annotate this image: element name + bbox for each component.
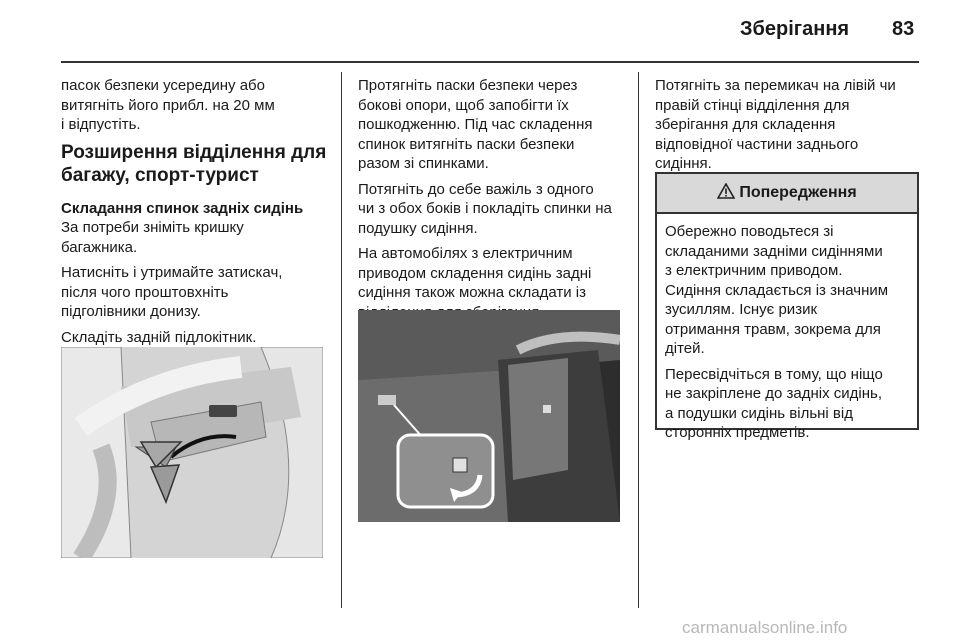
warning-triangle-icon <box>717 183 735 204</box>
text-line: пошкодженню. Під час складення <box>358 116 593 133</box>
text-line: багажника. <box>61 238 138 256</box>
text-line: Складіть задній підлокітник. <box>61 328 257 346</box>
text-line: сидіння також можна складати із <box>358 284 587 301</box>
text-line: Сидіння складається із значним <box>665 281 889 299</box>
column-divider-1 <box>341 72 342 608</box>
paragraph <box>358 76 626 174</box>
text-line: не закріплене до задніх сидінь, <box>665 385 883 402</box>
section-title <box>61 141 333 187</box>
column-divider-2 <box>638 72 639 608</box>
header-divider <box>61 61 919 63</box>
paragraph <box>61 328 333 348</box>
text-line: а подушки сидінь вільні від <box>665 404 853 422</box>
text-line: Пересвідчіться в тому, що ніщо <box>665 365 883 383</box>
text-line: отримання травм, зокрема для <box>665 320 881 338</box>
text-line: приводом складення сидінь задні <box>358 264 592 282</box>
text-line: зусиллям. Існує ризик <box>665 301 818 318</box>
text-line: з електричним приводом. <box>665 262 843 279</box>
text-line: після чого проштовхніть <box>61 283 229 301</box>
text-line: багажу, спорт-турист <box>61 164 259 186</box>
text-line: Розширення відділення для <box>61 141 327 163</box>
warning-title: Попередження <box>739 184 857 201</box>
warning-body <box>657 214 917 443</box>
paragraph <box>665 365 909 443</box>
text-line: витягніть його прибл. на 20 мм <box>61 96 275 114</box>
text-line: разом зі спинками. <box>358 155 489 172</box>
page-number: 83 <box>892 18 915 40</box>
watermark: carmanualsonline.info <box>682 618 848 637</box>
page-title: Зберігання <box>740 18 850 40</box>
text-line: зберігання для складення <box>655 116 836 133</box>
text-line: сторонніх предметів. <box>665 424 810 441</box>
paragraph <box>655 76 921 174</box>
text-line: спинок витягніть паски безпеки <box>358 135 575 153</box>
column-1 <box>61 76 333 353</box>
column-3 <box>655 76 921 180</box>
text-line: Потягніть до себе важіль з одного <box>358 180 594 198</box>
column-2 <box>358 76 626 328</box>
text-line: сидіння. <box>655 155 712 172</box>
text-line: складаними задніми сидіннями <box>665 242 883 260</box>
cargo-switch-illustration <box>358 310 620 522</box>
paragraph <box>61 263 333 322</box>
subsection-title: Складання спинок задніх сидінь <box>61 199 304 217</box>
text-line: Потягніть за перемикач на лівій чи <box>655 77 896 94</box>
text-line: дітей. <box>665 340 705 357</box>
text-line: бокові опори, щоб запобігти їх <box>358 96 569 114</box>
text-line: пасок безпеки усередину або <box>61 77 265 94</box>
text-line: відповідної частини заднього <box>655 135 859 153</box>
intro-paragraph <box>61 76 333 135</box>
paragraph <box>665 222 909 359</box>
text-line: Натисніть і утримайте затискач, <box>61 264 283 281</box>
text-line: За потреби зніміть кришку <box>61 219 244 236</box>
text-line: і відпустіть. <box>61 116 141 133</box>
cargo-drawing <box>358 310 620 522</box>
text-line: підголівники донизу. <box>61 303 201 320</box>
headrest-illustration <box>61 347 323 558</box>
text-line: подушку сидіння. <box>358 219 478 237</box>
text-line: Протягніть паски безпеки через <box>358 77 578 94</box>
text-line: Обережно поводьтеся зі <box>665 223 834 240</box>
text-line: правій стінці відділення для <box>655 96 850 114</box>
text-line: На автомобілях з електричним <box>358 245 573 262</box>
text-line: чи з обох боків і покладіть спинки на <box>358 200 612 217</box>
paragraph <box>358 180 626 239</box>
warning-header <box>657 174 917 214</box>
headrest-drawing <box>61 347 323 558</box>
warning-box <box>655 172 919 441</box>
paragraph <box>61 218 333 257</box>
